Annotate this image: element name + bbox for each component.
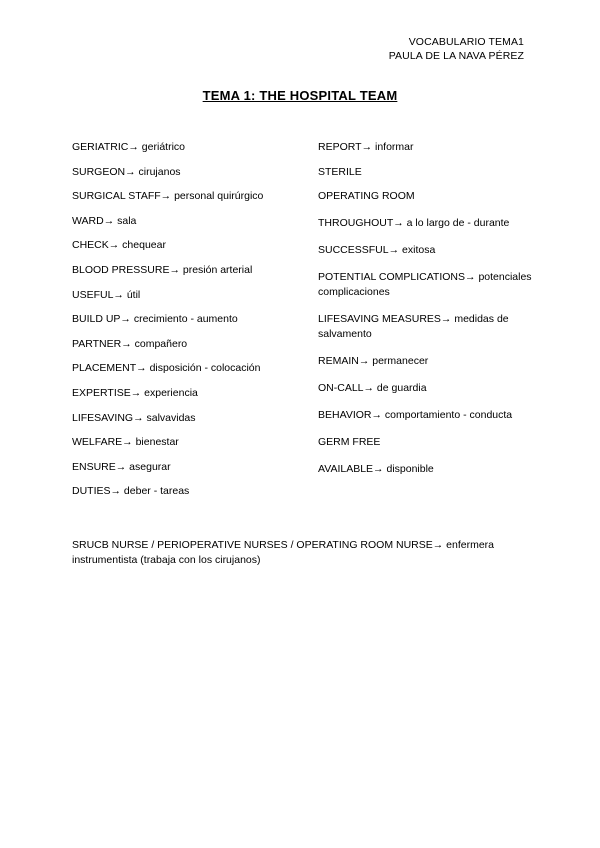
vocab-entry: BLOOD PRESSURE→ presión arterial [72, 263, 253, 276]
vocab-entry: USEFUL→ útil [72, 288, 141, 301]
vocab-list-right [318, 140, 533, 489]
vocab-entry: GERIATRIC→ geriátrico [72, 141, 185, 153]
vocab-entry: WELFARE→ bienestar [72, 436, 179, 449]
vocab-entry: STERILE [318, 165, 362, 178]
vocab-entry: PARTNER→ compañero [72, 337, 188, 350]
page-title: TEMA 1: THE HOSPITAL TEAM [202, 88, 398, 103]
vocab-entry: BUILD UP→ crecimiento - aumento [72, 313, 238, 326]
vocab-entry: REPORT→ informar [318, 141, 414, 153]
vocab-entry: THROUGHOUT→ a lo largo de - durante [318, 217, 510, 230]
vocab-entry: LIFESAVING→ salvavidas [72, 411, 196, 424]
vocab-entry: GERM FREE [318, 436, 381, 449]
vocab-entry: LIFESAVING MEASURES→ medidas de salvamento [318, 313, 509, 341]
document-header [389, 35, 524, 63]
header-author: PAULA DE LA NAVA PÉREZ [388, 50, 524, 62]
vocab-entry: ON-CALL→ de guardia [318, 382, 427, 395]
footer-note: SRUCB NURSE / PERIOPERATIVE NURSES / OPERATING ROOM NURSE→ enfermera instrumentista (trabaja con los cirujanos) [72, 539, 495, 566]
vocab-entry: SUCCESSFUL→ exitosa [318, 244, 436, 257]
vocab-entry: REMAIN→ permanecer [318, 355, 429, 368]
vocab-entry: EXPERTISE→ experiencia [72, 386, 198, 399]
vocab-entry: SURGEON→ cirujanos [72, 165, 181, 178]
vocab-entry: SURGICAL STAFF→ personal quirúrgico [72, 190, 264, 203]
vocab-entry: CHECK→ chequear [72, 239, 166, 252]
vocab-entry: OPERATING ROOM [318, 190, 415, 203]
vocab-entry: WARD→ sala [72, 214, 137, 227]
vocab-entry: POTENTIAL COMPLICATIONS→ potenciales complicaciones [318, 271, 532, 299]
vocab-entry: PLACEMENT→ disposición - colocación [72, 362, 261, 375]
vocab-entry: ENSURE→ asegurar [72, 460, 171, 473]
vocab-entry: BEHAVIOR→ comportamiento - conducta [318, 409, 513, 422]
header-subject: VOCABULARIO TEMA1 [408, 36, 524, 48]
vocab-entry: DUTIES→ deber - tareas [72, 485, 190, 498]
vocab-list-left [72, 140, 302, 509]
vocab-entry: AVAILABLE→ disponible [318, 463, 434, 476]
